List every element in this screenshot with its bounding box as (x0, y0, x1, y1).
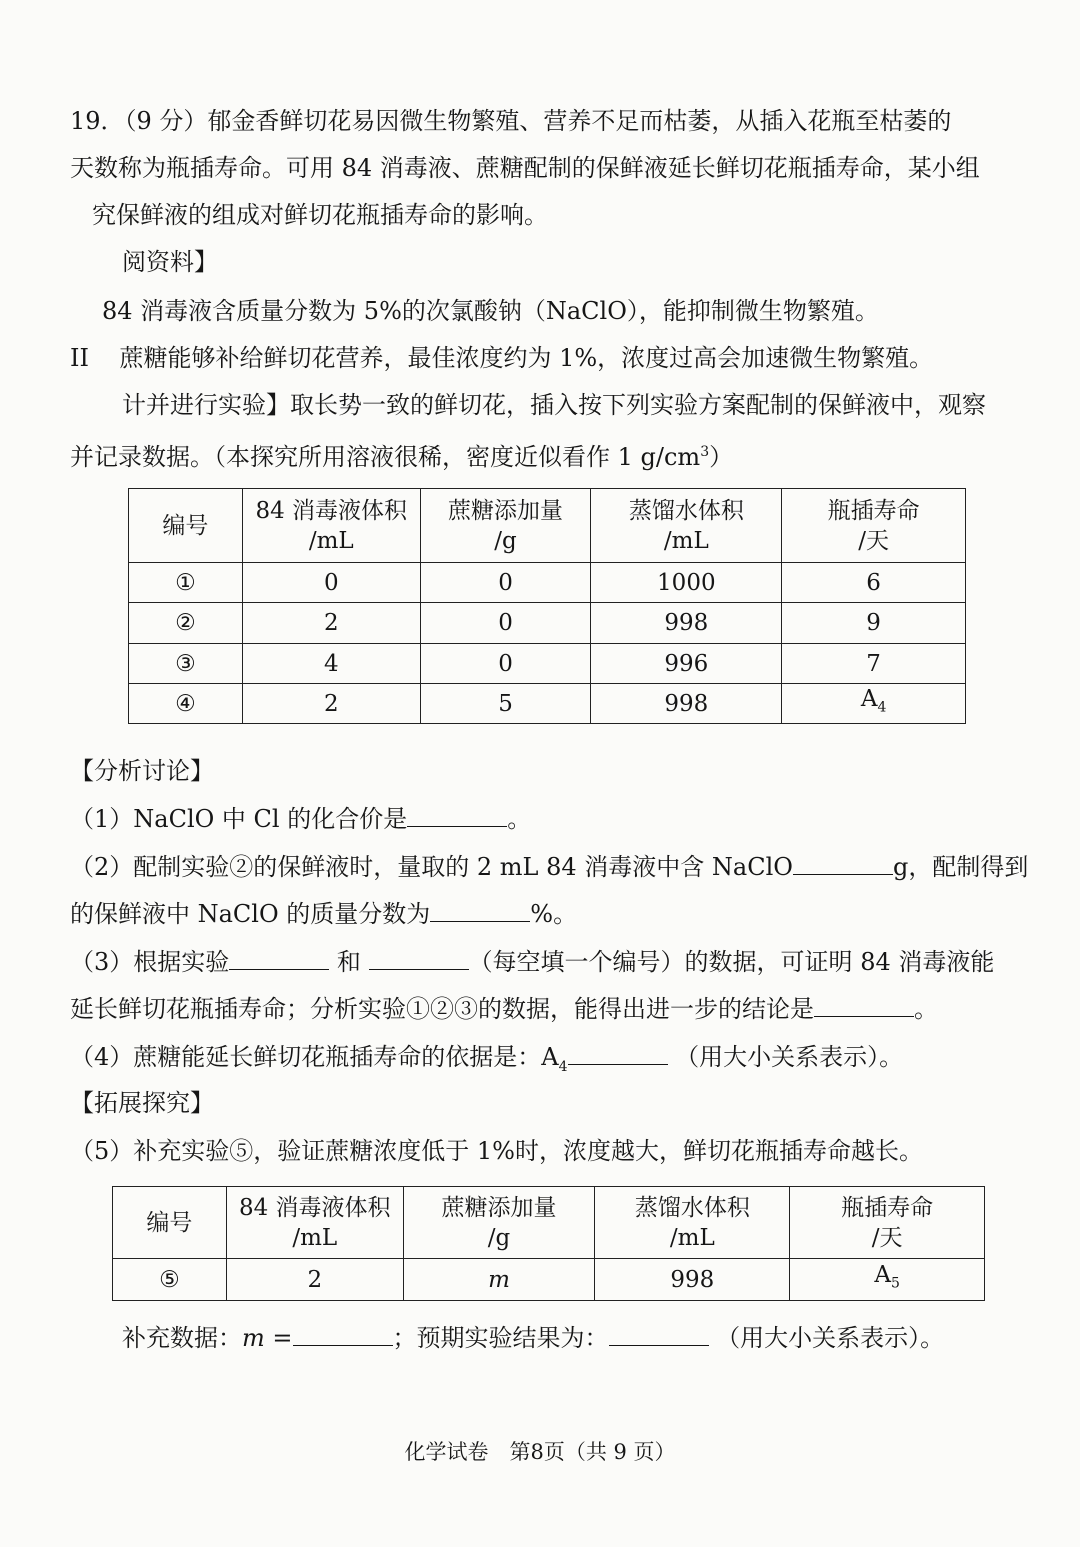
answer-blank-expected[interactable] (609, 1321, 709, 1346)
materials-item-2-marker: II (70, 344, 89, 372)
analysis-q3-line-2: 延长鲜切花瓶插寿命；分析实验①②③的数据，能得出进一步的结论是 。 (70, 992, 1030, 1025)
analysis-q2: （2）配制实验②的保鲜液时，量取的 2 mL 84 消毒液中含 NaClO g，配制得到 (70, 850, 1030, 883)
table-2-cell-a5: $A_5$ (790, 1259, 985, 1301)
answer-blank-m[interactable] (293, 1321, 393, 1346)
table-1-header-water: 蒸馏水体积 /mL (591, 489, 782, 563)
design-line-2: 并记录数据。（本探究所用溶液很稀，密度近似看作 1 $g/cm^3$） (70, 443, 734, 471)
table-row: ③ 4 0 996 7 (129, 644, 966, 684)
table-1-cell-a4: $A_4$ (782, 684, 966, 724)
table-1-header-id: 编号 (129, 489, 243, 563)
table-2-header-life: 瓶插寿命 /天 (790, 1187, 985, 1259)
table-2-header-naclo: 84 消毒液体积 /mL (226, 1187, 403, 1259)
experiment-table-1 (128, 488, 966, 724)
answer-blank-q2-mass[interactable] (793, 850, 893, 875)
extension-q5: （5）补充实验⑤，验证蔗糖浓度低于 1%时，浓度越大，鲜切花瓶插寿命越长。 (70, 1137, 923, 1165)
answer-blank-q3-a[interactable] (229, 945, 329, 970)
materials-item-2 (70, 342, 1030, 374)
table-2-header-id: 编号 (113, 1187, 227, 1259)
question-19-line-2: 天数称为瓶插寿命。可用 84 消毒液、蔗糖配制的保鲜液延长鲜切花瓶插寿命，某小组 (70, 154, 980, 182)
answer-blank-q2-fraction[interactable] (430, 897, 530, 922)
analysis-q1: （1）NaClO 中 Cl 的化合价是 。 (70, 802, 1030, 835)
answer-blank-q4[interactable] (568, 1040, 668, 1065)
analysis-q3: （3）根据实验 和 （每空填一个编号）的数据，可证明 84 消毒液能 (70, 945, 1030, 978)
table-1-header-life: 瓶插寿命 /天 (782, 489, 966, 563)
table-row: ① 0 0 1000 6 (129, 563, 966, 603)
answer-blank-q3-conclusion[interactable] (814, 992, 914, 1017)
table-2-header-sugar: 蔗糖添加量 /g (403, 1187, 595, 1259)
experiment-table-2 (112, 1186, 985, 1301)
analysis-q2-line-2: 的保鲜液中 NaClO 的质量分数为 %。 (70, 897, 1030, 930)
table-row: ④ 2 5 998 $A_4$ (129, 684, 966, 724)
extension-heading: 【拓展探究】 (70, 1089, 214, 1117)
answer-blank-q1[interactable] (407, 802, 507, 827)
table-2-header-row (113, 1187, 985, 1259)
superscript-3: 3 (700, 444, 710, 460)
table-2-header-water: 蒸馏水体积 /mL (595, 1187, 790, 1259)
question-19-line-3: 究保鲜液的组成对鲜切花瓶插寿命的影响。 (92, 201, 548, 229)
table-1-header-row (129, 489, 966, 563)
table-row: ⑤ 2 m 998 $A_5$ (113, 1259, 985, 1301)
materials-heading: 阅资料】 (122, 248, 218, 276)
question-19-line-1: 19．（9 分）郁金香鲜切花易因微生物繁殖、营养不足而枯萎，从插入花瓶至枯萎的 (70, 107, 952, 135)
page-footer: 化学试卷 第8页（共 9 页） (404, 1440, 676, 1464)
analysis-heading: 【分析讨论】 (70, 757, 214, 785)
table-1-header-naclo: 84 消毒液体积 /mL (242, 489, 420, 563)
materials-item-2-text: 蔗糖能够补给鲜切花营养，最佳浓度约为 1%，浓度过高会加速微生物繁殖。 (119, 344, 934, 372)
supplement-line: 补充数据：m = ；预期实验结果为： （用大小关系表示）。 (122, 1321, 1080, 1354)
answer-blank-q3-b[interactable] (369, 945, 469, 970)
design-line-1: 计并进行实验】取长势一致的鲜切花，插入按下列实验方案配制的保鲜液中，观察 (122, 391, 986, 419)
table-1-header-sugar: 蔗糖添加量 /g (420, 489, 591, 563)
table-row: ② 2 0 998 9 (129, 603, 966, 644)
materials-item-1: 84 消毒液含质量分数为 5%的次氯酸钠（NaClO），能抑制微生物繁殖。 (102, 297, 879, 325)
analysis-q4: （4）蔗糖能延长鲜切花瓶插寿命的依据是：$A_4$ （用大小关系表示）。 (70, 1040, 1030, 1083)
